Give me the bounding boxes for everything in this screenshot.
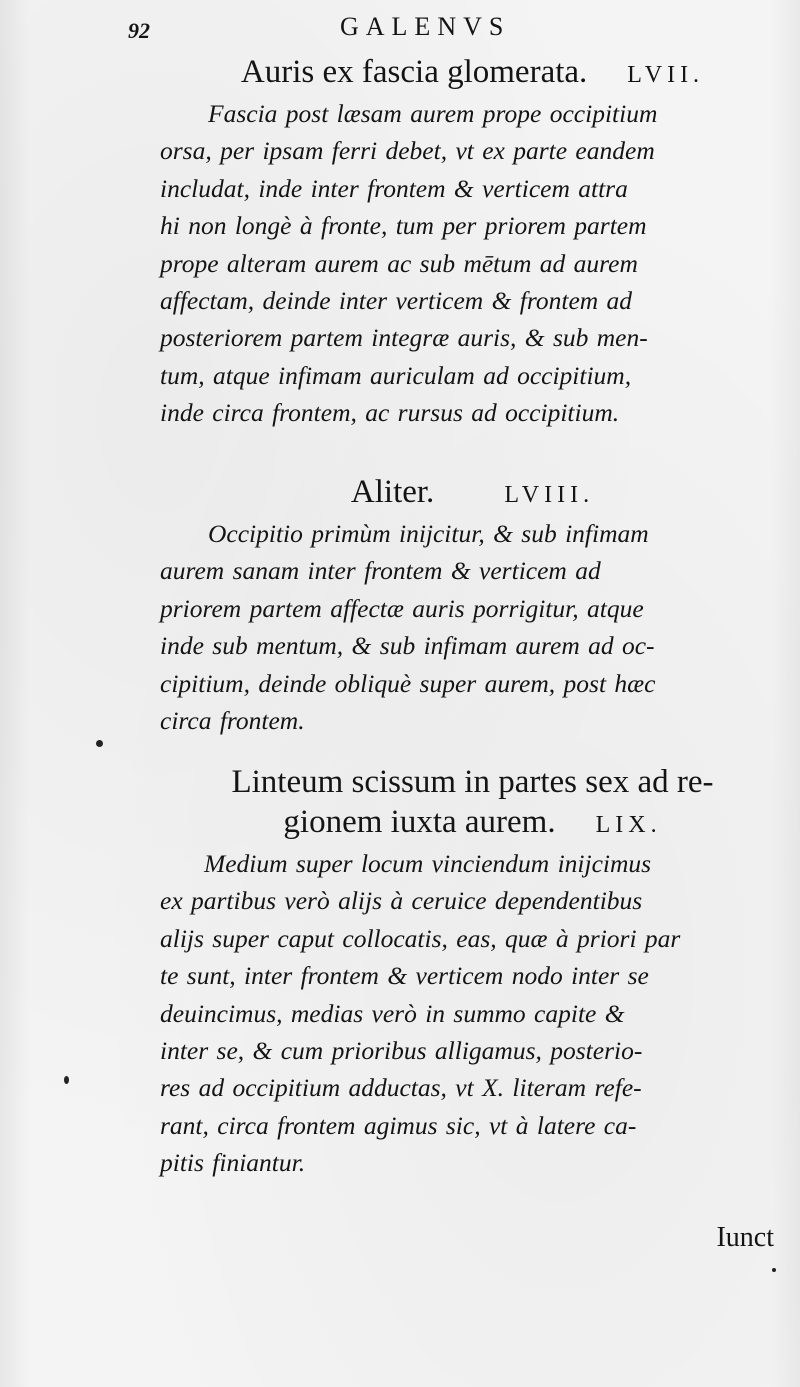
- section-title-line: gionem iuxta aurem.: [283, 804, 556, 840]
- text-line: posteriorem partem integræ auris, & sub men-: [160, 323, 648, 353]
- text-line: pitis finiantur.: [160, 1148, 306, 1178]
- running-head: GALENVS: [340, 12, 511, 41]
- text-line: priorem partem affectæ auris porrigitur, atque: [160, 593, 644, 623]
- text-line: inter se, & cum prioribus alligamus, posterio-: [160, 1036, 643, 1066]
- section-text: [160, 845, 785, 1182]
- page-number: 92: [128, 18, 150, 43]
- section-title: Aliter.: [350, 474, 435, 510]
- section-numeral: LVII.: [627, 62, 705, 88]
- text-line: Medium super locum vinciendum inijcimus: [204, 849, 652, 878]
- section-numeral: LVIII.: [504, 482, 595, 508]
- text-line: te sunt, inter frontem & verticem nodo inter se: [160, 961, 649, 991]
- ink-speck: [64, 1076, 69, 1084]
- text-line: ex partibus verò alijs à ceruice dependentibus: [160, 886, 643, 916]
- text-line: inde circa frontem, ac rursus ad occipitium.: [160, 398, 620, 428]
- text-line: cipitium, deinde obliquè super aurem, post hæc: [160, 668, 656, 698]
- text-line: Fascia post læsam aurem prope occipitium: [208, 99, 658, 128]
- text-line: prope alteram aurem ac sub mētum ad aurem: [160, 248, 638, 278]
- section-text: [160, 515, 785, 739]
- section-heading: [160, 762, 785, 802]
- catchword: Iunct: [716, 1222, 774, 1253]
- text-line: Occipitio primùm inijcitur, & sub infimam: [208, 519, 649, 548]
- section-heading: [160, 802, 785, 845]
- text-line: orsa, per ipsam ferri debet, vt ex parte eandem: [160, 136, 655, 166]
- text-line: rant, circa frontem agimus sic, vt à latere ca-: [160, 1110, 637, 1140]
- text-line: affectam, deinde inter verticem & frontem ad: [160, 286, 633, 316]
- section-lvii: [160, 52, 785, 432]
- section-lviii: [160, 472, 785, 739]
- section-numeral: LIX.: [595, 812, 662, 838]
- ink-speck: [96, 740, 103, 747]
- text-line: circa frontem.: [160, 706, 305, 736]
- section-heading: [160, 472, 785, 515]
- text-line: alijs super caput collocatis, eas, quæ à priori par: [160, 923, 681, 953]
- text-line: inde sub mentum, & sub infimam aurem ad oc-: [160, 631, 655, 661]
- text-line: hi non longè à fronte, tum per priorem partem: [160, 211, 647, 241]
- text-line: deuincimus, medias verò in summo capite &: [160, 998, 625, 1028]
- text-line: tum, atque infimam auriculam ad occipitium,: [160, 360, 632, 390]
- section-title: Auris ex fascia glomerata.: [240, 54, 588, 90]
- ink-speck: [772, 1268, 776, 1272]
- text-line: aurem sanam inter frontem & verticem ad: [160, 556, 601, 586]
- section-text: [160, 95, 785, 432]
- text-line: includat, inde inter frontem & verticem attra: [160, 173, 628, 203]
- text-line: res ad occipitium adductas, vt X. literam refe-: [160, 1073, 642, 1103]
- section-heading: [160, 52, 785, 95]
- section-title-line: Linteum scissum in partes sex ad re-: [231, 764, 714, 800]
- section-lix: [160, 762, 785, 1182]
